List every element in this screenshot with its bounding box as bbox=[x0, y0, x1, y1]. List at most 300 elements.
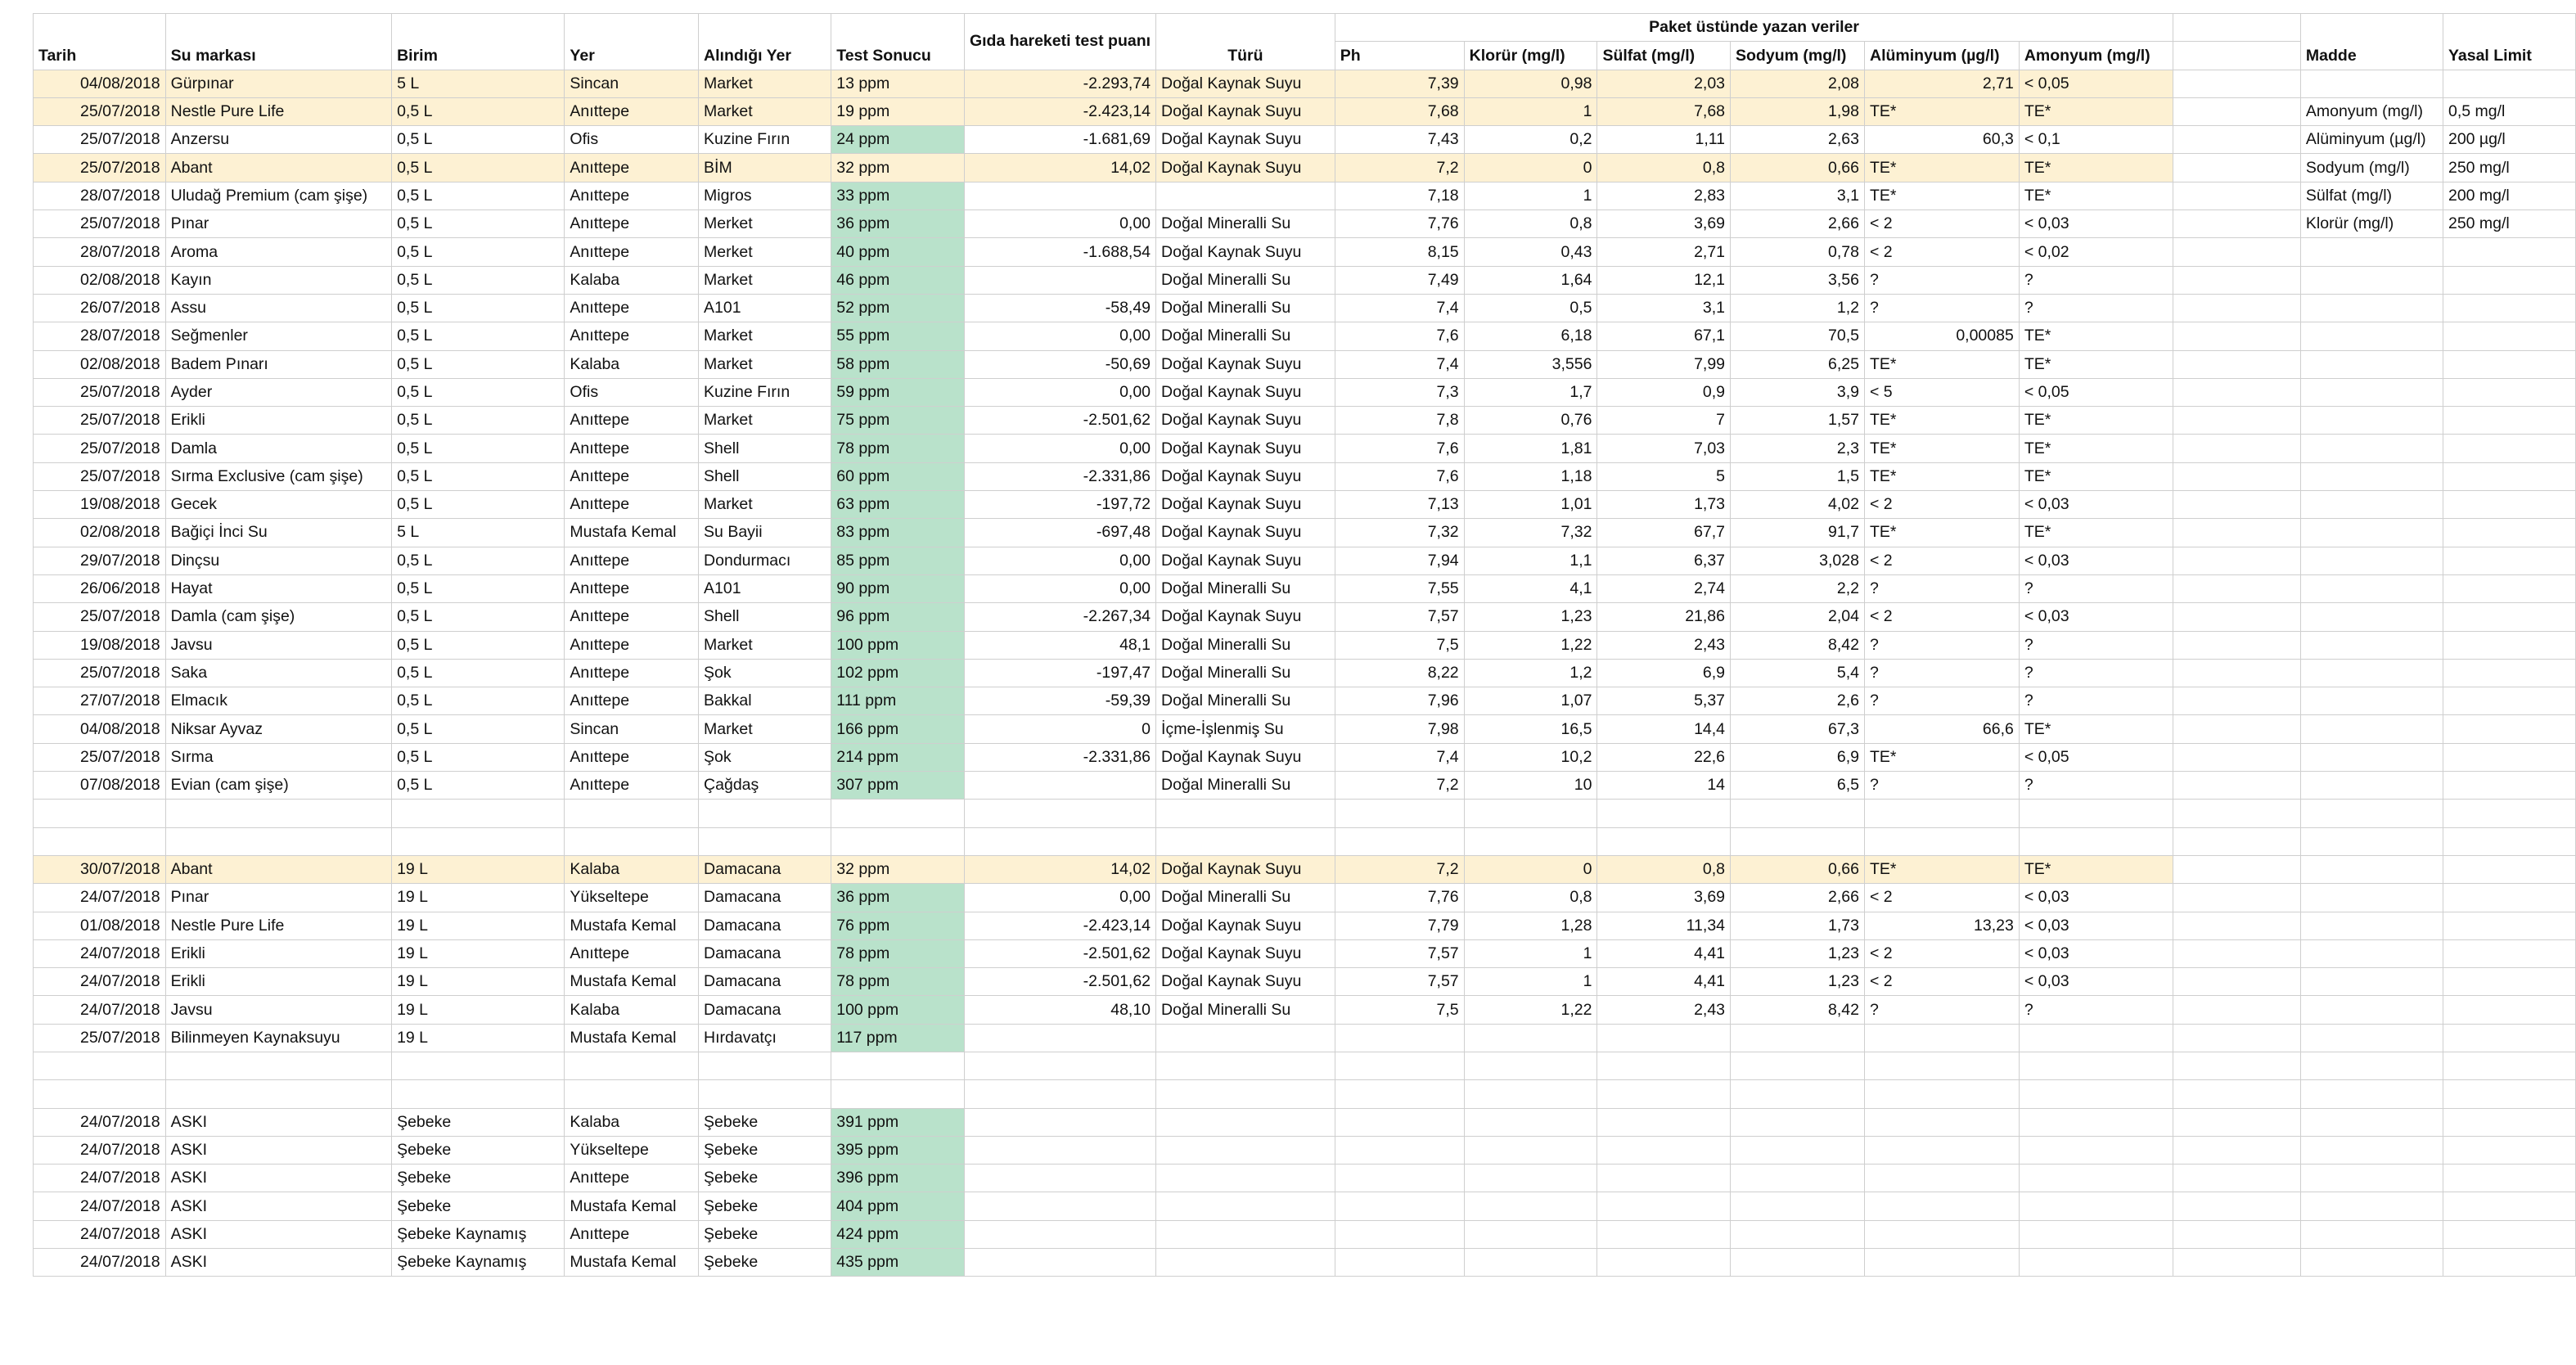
cell-sulfat[interactable]: 11,34 bbox=[1597, 912, 1731, 939]
cell-sulfat[interactable]: 7,68 bbox=[1597, 97, 1731, 125]
cell-tarih[interactable]: 24/07/2018 bbox=[34, 884, 166, 912]
cell-gida-hareketi[interactable] bbox=[964, 1052, 1155, 1079]
cell-madde[interactable] bbox=[2300, 294, 2443, 322]
cell-su-markasi[interactable]: ASKI bbox=[165, 1136, 391, 1164]
cell-sulfat[interactable] bbox=[1597, 800, 1731, 827]
cell-birim[interactable]: 0,5 L bbox=[392, 378, 565, 406]
cell-aluminyum[interactable]: < 2 bbox=[1864, 603, 2019, 631]
cell-amonyum[interactable]: ? bbox=[2019, 266, 2173, 294]
cell-madde[interactable] bbox=[2300, 1080, 2443, 1108]
cell-turu[interactable]: Doğal Kaynak Suyu bbox=[1156, 547, 1335, 574]
cell-yer[interactable]: Anıttepe bbox=[565, 435, 699, 462]
cell-yasal-limit[interactable] bbox=[2443, 1080, 2575, 1108]
cell-turu[interactable] bbox=[1156, 1108, 1335, 1136]
cell-tarih[interactable]: 25/07/2018 bbox=[34, 435, 166, 462]
cell-alindigi-yer[interactable]: Şebeke bbox=[699, 1192, 831, 1220]
cell-klorur[interactable]: 1,22 bbox=[1464, 631, 1597, 659]
cell-su-markasi[interactable]: Seğmenler bbox=[165, 322, 391, 350]
cell-alindigi-yer[interactable]: Bakkal bbox=[699, 687, 831, 715]
cell-sulfat[interactable]: 14 bbox=[1597, 772, 1731, 800]
cell-sodyum[interactable]: 1,23 bbox=[1731, 968, 1865, 996]
cell-aluminyum[interactable]: TE* bbox=[1864, 435, 2019, 462]
cell-sodyum[interactable]: 1,57 bbox=[1731, 407, 1865, 435]
cell-birim[interactable]: 0,5 L bbox=[392, 97, 565, 125]
cell-aluminyum[interactable]: 60,3 bbox=[1864, 126, 2019, 154]
cell-empty[interactable] bbox=[2173, 827, 2301, 855]
header-tarih[interactable]: Tarih bbox=[34, 14, 166, 70]
header-empty-1[interactable] bbox=[2173, 14, 2301, 42]
cell-ph[interactable]: 7,55 bbox=[1335, 574, 1464, 602]
cell-yer[interactable]: Anıttepe bbox=[565, 97, 699, 125]
cell-yasal-limit[interactable] bbox=[2443, 1220, 2575, 1248]
cell-empty[interactable] bbox=[2173, 659, 2301, 687]
cell-birim[interactable]: 0,5 L bbox=[392, 687, 565, 715]
cell-ph[interactable]: 7,57 bbox=[1335, 939, 1464, 967]
cell-su-markasi[interactable]: Hayat bbox=[165, 574, 391, 602]
cell-birim[interactable]: 19 L bbox=[392, 884, 565, 912]
cell-birim[interactable]: 0,5 L bbox=[392, 547, 565, 574]
cell-alindigi-yer[interactable] bbox=[699, 800, 831, 827]
cell-ph[interactable]: 7,6 bbox=[1335, 435, 1464, 462]
cell-test-sonucu[interactable]: 32 ppm bbox=[831, 855, 965, 883]
cell-sodyum[interactable]: 0,66 bbox=[1731, 154, 1865, 182]
cell-empty[interactable] bbox=[2173, 1052, 2301, 1079]
cell-sodyum[interactable]: 2,2 bbox=[1731, 574, 1865, 602]
cell-ph[interactable]: 7,32 bbox=[1335, 519, 1464, 547]
cell-yer[interactable]: Anıttepe bbox=[565, 772, 699, 800]
cell-yer[interactable]: Anıttepe bbox=[565, 631, 699, 659]
cell-yer[interactable]: Anıttepe bbox=[565, 659, 699, 687]
cell-sodyum[interactable]: 70,5 bbox=[1731, 322, 1865, 350]
cell-birim[interactable]: 0,5 L bbox=[392, 210, 565, 238]
cell-yer[interactable]: Anıttepe bbox=[565, 687, 699, 715]
cell-klorur[interactable]: 3,556 bbox=[1464, 350, 1597, 378]
cell-aluminyum[interactable]: TE* bbox=[1864, 519, 2019, 547]
cell-turu[interactable]: Doğal Kaynak Suyu bbox=[1156, 70, 1335, 97]
cell-empty[interactable] bbox=[2173, 574, 2301, 602]
cell-test-sonucu[interactable]: 100 ppm bbox=[831, 996, 965, 1024]
cell-sodyum[interactable] bbox=[1731, 1192, 1865, 1220]
cell-sodyum[interactable]: 1,23 bbox=[1731, 939, 1865, 967]
cell-klorur[interactable] bbox=[1464, 1192, 1597, 1220]
cell-klorur[interactable]: 0,8 bbox=[1464, 210, 1597, 238]
cell-birim[interactable] bbox=[392, 800, 565, 827]
cell-tarih[interactable]: 25/07/2018 bbox=[34, 659, 166, 687]
cell-madde[interactable] bbox=[2300, 1024, 2443, 1052]
cell-sodyum[interactable] bbox=[1731, 1080, 1865, 1108]
cell-yer[interactable]: Kalaba bbox=[565, 350, 699, 378]
cell-tarih[interactable]: 02/08/2018 bbox=[34, 266, 166, 294]
cell-klorur[interactable] bbox=[1464, 1220, 1597, 1248]
cell-sodyum[interactable]: 1,2 bbox=[1731, 294, 1865, 322]
cell-tarih[interactable] bbox=[34, 1080, 166, 1108]
cell-test-sonucu[interactable]: 395 ppm bbox=[831, 1136, 965, 1164]
cell-empty[interactable] bbox=[2173, 1220, 2301, 1248]
cell-sulfat[interactable] bbox=[1597, 1136, 1731, 1164]
cell-ph[interactable] bbox=[1335, 1136, 1464, 1164]
cell-klorur[interactable]: 10,2 bbox=[1464, 743, 1597, 771]
cell-sodyum[interactable] bbox=[1731, 1249, 1865, 1277]
cell-birim[interactable]: 0,5 L bbox=[392, 659, 565, 687]
cell-sodyum[interactable]: 67,3 bbox=[1731, 715, 1865, 743]
cell-sodyum[interactable]: 8,42 bbox=[1731, 631, 1865, 659]
header-yasal-limit[interactable]: Yasal Limit bbox=[2443, 14, 2575, 70]
cell-madde[interactable] bbox=[2300, 968, 2443, 996]
cell-ph[interactable]: 7,6 bbox=[1335, 322, 1464, 350]
cell-aluminyum[interactable]: ? bbox=[1864, 266, 2019, 294]
cell-ph[interactable]: 7,2 bbox=[1335, 855, 1464, 883]
cell-sulfat[interactable]: 5 bbox=[1597, 462, 1731, 490]
cell-madde[interactable] bbox=[2300, 1220, 2443, 1248]
cell-aluminyum[interactable]: TE* bbox=[1864, 350, 2019, 378]
cell-klorur[interactable] bbox=[1464, 800, 1597, 827]
cell-turu[interactable] bbox=[1156, 827, 1335, 855]
cell-tarih[interactable]: 24/07/2018 bbox=[34, 1165, 166, 1192]
cell-ph[interactable] bbox=[1335, 1080, 1464, 1108]
cell-yer[interactable]: Anıttepe bbox=[565, 491, 699, 519]
cell-ph[interactable]: 7,8 bbox=[1335, 407, 1464, 435]
cell-sulfat[interactable] bbox=[1597, 827, 1731, 855]
cell-madde[interactable] bbox=[2300, 996, 2443, 1024]
cell-madde[interactable] bbox=[2300, 827, 2443, 855]
cell-sulfat[interactable]: 7,99 bbox=[1597, 350, 1731, 378]
cell-turu[interactable]: Doğal Mineralli Su bbox=[1156, 210, 1335, 238]
cell-su-markasi[interactable]: ASKI bbox=[165, 1192, 391, 1220]
cell-turu[interactable] bbox=[1156, 1249, 1335, 1277]
cell-sodyum[interactable] bbox=[1731, 827, 1865, 855]
cell-amonyum[interactable]: < 0,03 bbox=[2019, 884, 2173, 912]
cell-birim[interactable]: 5 L bbox=[392, 519, 565, 547]
cell-test-sonucu[interactable]: 33 ppm bbox=[831, 182, 965, 209]
header-amonyum[interactable]: Amonyum (mg/l) bbox=[2019, 42, 2173, 70]
cell-su-markasi[interactable]: ASKI bbox=[165, 1165, 391, 1192]
cell-yer[interactable]: Kalaba bbox=[565, 855, 699, 883]
cell-klorur[interactable] bbox=[1464, 1136, 1597, 1164]
cell-alindigi-yer[interactable]: Şebeke bbox=[699, 1220, 831, 1248]
cell-gida-hareketi[interactable]: -697,48 bbox=[964, 519, 1155, 547]
cell-yasal-limit[interactable] bbox=[2443, 631, 2575, 659]
cell-sulfat[interactable]: 2,74 bbox=[1597, 574, 1731, 602]
cell-tarih[interactable]: 25/07/2018 bbox=[34, 743, 166, 771]
cell-su-markasi[interactable]: Gürpınar bbox=[165, 70, 391, 97]
cell-turu[interactable]: Doğal Mineralli Su bbox=[1156, 659, 1335, 687]
cell-madde[interactable] bbox=[2300, 238, 2443, 266]
cell-alindigi-yer[interactable]: Kuzine Fırın bbox=[699, 126, 831, 154]
cell-su-markasi[interactable]: Dinçsu bbox=[165, 547, 391, 574]
cell-klorur[interactable] bbox=[1464, 1024, 1597, 1052]
cell-aluminyum[interactable] bbox=[1864, 1024, 2019, 1052]
cell-madde[interactable]: Amonyum (mg/l) bbox=[2300, 97, 2443, 125]
cell-tarih[interactable]: 28/07/2018 bbox=[34, 238, 166, 266]
cell-alindigi-yer[interactable]: Damacana bbox=[699, 939, 831, 967]
cell-sulfat[interactable]: 2,43 bbox=[1597, 996, 1731, 1024]
cell-sulfat[interactable]: 3,1 bbox=[1597, 294, 1731, 322]
cell-tarih[interactable]: 01/08/2018 bbox=[34, 912, 166, 939]
cell-madde[interactable] bbox=[2300, 687, 2443, 715]
cell-aluminyum[interactable]: < 2 bbox=[1864, 939, 2019, 967]
cell-aluminyum[interactable]: < 5 bbox=[1864, 378, 2019, 406]
cell-test-sonucu[interactable]: 24 ppm bbox=[831, 126, 965, 154]
cell-amonyum[interactable]: TE* bbox=[2019, 519, 2173, 547]
cell-madde[interactable] bbox=[2300, 435, 2443, 462]
cell-sodyum[interactable] bbox=[1731, 1052, 1865, 1079]
cell-alindigi-yer[interactable]: Market bbox=[699, 70, 831, 97]
cell-klorur[interactable]: 1 bbox=[1464, 968, 1597, 996]
cell-yer[interactable]: Anıttepe bbox=[565, 294, 699, 322]
cell-klorur[interactable]: 1,64 bbox=[1464, 266, 1597, 294]
cell-aluminyum[interactable]: TE* bbox=[1864, 407, 2019, 435]
cell-amonyum[interactable]: TE* bbox=[2019, 855, 2173, 883]
cell-madde[interactable] bbox=[2300, 266, 2443, 294]
cell-su-markasi[interactable]: Kayın bbox=[165, 266, 391, 294]
cell-turu[interactable] bbox=[1156, 1220, 1335, 1248]
cell-turu[interactable] bbox=[1156, 182, 1335, 209]
cell-alindigi-yer[interactable]: Kuzine Fırın bbox=[699, 378, 831, 406]
cell-ph[interactable]: 7,49 bbox=[1335, 266, 1464, 294]
cell-yasal-limit[interactable] bbox=[2443, 968, 2575, 996]
cell-alindigi-yer[interactable]: Market bbox=[699, 322, 831, 350]
cell-ph[interactable]: 8,15 bbox=[1335, 238, 1464, 266]
cell-madde[interactable] bbox=[2300, 407, 2443, 435]
cell-klorur[interactable] bbox=[1464, 1080, 1597, 1108]
cell-madde[interactable] bbox=[2300, 1165, 2443, 1192]
cell-klorur[interactable]: 0,43 bbox=[1464, 238, 1597, 266]
cell-sulfat[interactable]: 0,8 bbox=[1597, 154, 1731, 182]
cell-amonyum[interactable]: ? bbox=[2019, 574, 2173, 602]
cell-madde[interactable] bbox=[2300, 884, 2443, 912]
cell-amonyum[interactable] bbox=[2019, 1052, 2173, 1079]
cell-sodyum[interactable]: 3,028 bbox=[1731, 547, 1865, 574]
cell-sodyum[interactable]: 4,02 bbox=[1731, 491, 1865, 519]
cell-birim[interactable]: Şebeke Kaynamış bbox=[392, 1249, 565, 1277]
cell-tarih[interactable]: 27/07/2018 bbox=[34, 687, 166, 715]
cell-test-sonucu[interactable]: 55 ppm bbox=[831, 322, 965, 350]
cell-empty[interactable] bbox=[2173, 70, 2301, 97]
cell-tarih[interactable]: 04/08/2018 bbox=[34, 70, 166, 97]
cell-su-markasi[interactable]: Sırma bbox=[165, 743, 391, 771]
cell-sodyum[interactable]: 2,3 bbox=[1731, 435, 1865, 462]
cell-turu[interactable] bbox=[1156, 1136, 1335, 1164]
cell-gida-hareketi[interactable]: -50,69 bbox=[964, 350, 1155, 378]
cell-yasal-limit[interactable] bbox=[2443, 574, 2575, 602]
cell-birim[interactable]: Şebeke bbox=[392, 1165, 565, 1192]
cell-turu[interactable]: Doğal Mineralli Su bbox=[1156, 772, 1335, 800]
cell-alindigi-yer[interactable]: Shell bbox=[699, 435, 831, 462]
cell-alindigi-yer[interactable]: Market bbox=[699, 491, 831, 519]
cell-madde[interactable] bbox=[2300, 1108, 2443, 1136]
cell-yer[interactable]: Yükseltepe bbox=[565, 884, 699, 912]
cell-amonyum[interactable]: ? bbox=[2019, 659, 2173, 687]
cell-alindigi-yer[interactable]: Shell bbox=[699, 603, 831, 631]
cell-aluminyum[interactable]: ? bbox=[1864, 574, 2019, 602]
cell-ph[interactable]: 7,43 bbox=[1335, 126, 1464, 154]
cell-gida-hareketi[interactable]: 14,02 bbox=[964, 855, 1155, 883]
cell-madde[interactable] bbox=[2300, 772, 2443, 800]
cell-ph[interactable]: 8,22 bbox=[1335, 659, 1464, 687]
cell-ph[interactable] bbox=[1335, 1220, 1464, 1248]
cell-sulfat[interactable]: 0,8 bbox=[1597, 855, 1731, 883]
cell-tarih[interactable]: 25/07/2018 bbox=[34, 97, 166, 125]
cell-su-markasi[interactable]: Sırma Exclusive (cam şişe) bbox=[165, 462, 391, 490]
cell-turu[interactable]: Doğal Mineralli Su bbox=[1156, 884, 1335, 912]
cell-gida-hareketi[interactable]: -58,49 bbox=[964, 294, 1155, 322]
cell-turu[interactable]: Doğal Mineralli Su bbox=[1156, 294, 1335, 322]
cell-test-sonucu[interactable]: 117 ppm bbox=[831, 1024, 965, 1052]
cell-su-markasi[interactable]: Erikli bbox=[165, 968, 391, 996]
cell-birim[interactable]: 19 L bbox=[392, 939, 565, 967]
cell-birim[interactable]: 0,5 L bbox=[392, 743, 565, 771]
cell-klorur[interactable]: 0,76 bbox=[1464, 407, 1597, 435]
cell-alindigi-yer[interactable] bbox=[699, 1080, 831, 1108]
cell-madde[interactable] bbox=[2300, 659, 2443, 687]
cell-test-sonucu[interactable]: 96 ppm bbox=[831, 603, 965, 631]
cell-birim[interactable]: 0,5 L bbox=[392, 126, 565, 154]
cell-aluminyum[interactable] bbox=[1864, 827, 2019, 855]
cell-sulfat[interactable]: 12,1 bbox=[1597, 266, 1731, 294]
cell-ph[interactable] bbox=[1335, 1052, 1464, 1079]
cell-klorur[interactable]: 1,1 bbox=[1464, 547, 1597, 574]
cell-ph[interactable]: 7,39 bbox=[1335, 70, 1464, 97]
cell-amonyum[interactable]: < 0,03 bbox=[2019, 912, 2173, 939]
cell-klorur[interactable]: 0 bbox=[1464, 855, 1597, 883]
cell-tarih[interactable]: 24/07/2018 bbox=[34, 1192, 166, 1220]
cell-turu[interactable] bbox=[1156, 1165, 1335, 1192]
cell-gida-hareketi[interactable]: -1.688,54 bbox=[964, 238, 1155, 266]
cell-test-sonucu[interactable]: 59 ppm bbox=[831, 378, 965, 406]
cell-su-markasi[interactable]: Bağiçi İnci Su bbox=[165, 519, 391, 547]
cell-ph[interactable]: 7,4 bbox=[1335, 294, 1464, 322]
cell-sulfat[interactable]: 7,03 bbox=[1597, 435, 1731, 462]
cell-sulfat[interactable]: 6,9 bbox=[1597, 659, 1731, 687]
cell-alindigi-yer[interactable]: Şok bbox=[699, 743, 831, 771]
cell-ph[interactable] bbox=[1335, 1249, 1464, 1277]
cell-madde[interactable]: Alüminyum (µg/l) bbox=[2300, 126, 2443, 154]
cell-sodyum[interactable]: 2,63 bbox=[1731, 126, 1865, 154]
header-su-markasi[interactable]: Su markası bbox=[165, 14, 391, 70]
cell-alindigi-yer[interactable] bbox=[699, 1052, 831, 1079]
cell-klorur[interactable]: 0 bbox=[1464, 154, 1597, 182]
header-birim[interactable]: Birim bbox=[392, 14, 565, 70]
cell-amonyum[interactable]: TE* bbox=[2019, 462, 2173, 490]
cell-birim[interactable]: 0,5 L bbox=[392, 322, 565, 350]
cell-aluminyum[interactable] bbox=[1864, 1192, 2019, 1220]
cell-empty[interactable] bbox=[2173, 182, 2301, 209]
cell-turu[interactable]: Doğal Mineralli Su bbox=[1156, 996, 1335, 1024]
cell-turu[interactable]: Doğal Kaynak Suyu bbox=[1156, 238, 1335, 266]
cell-amonyum[interactable]: ? bbox=[2019, 294, 2173, 322]
cell-ph[interactable]: 7,5 bbox=[1335, 631, 1464, 659]
cell-yasal-limit[interactable] bbox=[2443, 407, 2575, 435]
cell-test-sonucu[interactable]: 36 ppm bbox=[831, 210, 965, 238]
cell-sodyum[interactable]: 0,66 bbox=[1731, 855, 1865, 883]
cell-su-markasi[interactable]: ASKI bbox=[165, 1249, 391, 1277]
cell-sulfat[interactable]: 67,7 bbox=[1597, 519, 1731, 547]
header-madde[interactable]: Madde bbox=[2300, 14, 2443, 70]
header-sodyum[interactable]: Sodyum (mg/l) bbox=[1731, 42, 1865, 70]
cell-su-markasi[interactable]: Abant bbox=[165, 855, 391, 883]
cell-tarih[interactable]: 25/07/2018 bbox=[34, 1024, 166, 1052]
cell-klorur[interactable]: 4,1 bbox=[1464, 574, 1597, 602]
cell-sulfat[interactable] bbox=[1597, 1165, 1731, 1192]
cell-gida-hareketi[interactable]: -197,47 bbox=[964, 659, 1155, 687]
cell-empty[interactable] bbox=[2173, 1165, 2301, 1192]
cell-turu[interactable]: Doğal Kaynak Suyu bbox=[1156, 462, 1335, 490]
cell-su-markasi[interactable]: Niksar Ayvaz bbox=[165, 715, 391, 743]
cell-gida-hareketi[interactable]: 48,10 bbox=[964, 996, 1155, 1024]
cell-test-sonucu[interactable]: 58 ppm bbox=[831, 350, 965, 378]
cell-turu[interactable]: Doğal Kaynak Suyu bbox=[1156, 743, 1335, 771]
cell-gida-hareketi[interactable] bbox=[964, 1249, 1155, 1277]
cell-alindigi-yer[interactable]: Market bbox=[699, 631, 831, 659]
cell-empty[interactable] bbox=[2173, 1136, 2301, 1164]
cell-klorur[interactable]: 0,8 bbox=[1464, 884, 1597, 912]
cell-empty[interactable] bbox=[2173, 1024, 2301, 1052]
cell-su-markasi[interactable]: Bilinmeyen Kaynaksuyu bbox=[165, 1024, 391, 1052]
cell-amonyum[interactable]: < 0,1 bbox=[2019, 126, 2173, 154]
cell-test-sonucu[interactable]: 76 ppm bbox=[831, 912, 965, 939]
cell-alindigi-yer[interactable]: Market bbox=[699, 97, 831, 125]
cell-ph[interactable]: 7,2 bbox=[1335, 154, 1464, 182]
cell-yasal-limit[interactable] bbox=[2443, 772, 2575, 800]
cell-birim[interactable]: 19 L bbox=[392, 912, 565, 939]
cell-yer[interactable]: Anıttepe bbox=[565, 939, 699, 967]
cell-madde[interactable] bbox=[2300, 462, 2443, 490]
cell-turu[interactable]: Doğal Kaynak Suyu bbox=[1156, 97, 1335, 125]
cell-ph[interactable] bbox=[1335, 1165, 1464, 1192]
cell-su-markasi[interactable]: Ayder bbox=[165, 378, 391, 406]
cell-yer[interactable] bbox=[565, 1080, 699, 1108]
cell-test-sonucu[interactable]: 78 ppm bbox=[831, 435, 965, 462]
cell-tarih[interactable]: 26/07/2018 bbox=[34, 294, 166, 322]
cell-sodyum[interactable]: 6,25 bbox=[1731, 350, 1865, 378]
cell-aluminyum[interactable]: 13,23 bbox=[1864, 912, 2019, 939]
cell-empty[interactable] bbox=[2173, 378, 2301, 406]
cell-alindigi-yer[interactable]: Damacana bbox=[699, 855, 831, 883]
cell-amonyum[interactable]: < 0,05 bbox=[2019, 743, 2173, 771]
cell-yer[interactable]: Yükseltepe bbox=[565, 1136, 699, 1164]
cell-turu[interactable]: Doğal Kaynak Suyu bbox=[1156, 491, 1335, 519]
cell-amonyum[interactable]: ? bbox=[2019, 631, 2173, 659]
cell-yer[interactable]: Anıttepe bbox=[565, 574, 699, 602]
cell-klorur[interactable]: 16,5 bbox=[1464, 715, 1597, 743]
cell-sulfat[interactable]: 3,69 bbox=[1597, 210, 1731, 238]
cell-alindigi-yer[interactable]: BİM bbox=[699, 154, 831, 182]
cell-yer[interactable] bbox=[565, 1052, 699, 1079]
cell-turu[interactable]: İçme-İşlenmiş Su bbox=[1156, 715, 1335, 743]
cell-ph[interactable]: 7,4 bbox=[1335, 743, 1464, 771]
cell-madde[interactable] bbox=[2300, 1192, 2443, 1220]
cell-yer[interactable]: Mustafa Kemal bbox=[565, 1249, 699, 1277]
cell-turu[interactable]: Doğal Kaynak Suyu bbox=[1156, 378, 1335, 406]
cell-test-sonucu[interactable]: 102 ppm bbox=[831, 659, 965, 687]
cell-turu[interactable]: Doğal Mineralli Su bbox=[1156, 574, 1335, 602]
header-klorur[interactable]: Klorür (mg/l) bbox=[1464, 42, 1597, 70]
cell-birim[interactable]: 19 L bbox=[392, 968, 565, 996]
cell-tarih[interactable]: 25/07/2018 bbox=[34, 603, 166, 631]
cell-ph[interactable]: 7,2 bbox=[1335, 772, 1464, 800]
cell-test-sonucu[interactable]: 424 ppm bbox=[831, 1220, 965, 1248]
cell-sodyum[interactable]: 3,9 bbox=[1731, 378, 1865, 406]
cell-madde[interactable] bbox=[2300, 70, 2443, 97]
cell-amonyum[interactable]: ? bbox=[2019, 772, 2173, 800]
cell-amonyum[interactable] bbox=[2019, 1080, 2173, 1108]
cell-yasal-limit[interactable] bbox=[2443, 659, 2575, 687]
cell-sulfat[interactable]: 22,6 bbox=[1597, 743, 1731, 771]
cell-sulfat[interactable]: 2,03 bbox=[1597, 70, 1731, 97]
cell-yasal-limit[interactable] bbox=[2443, 884, 2575, 912]
cell-empty[interactable] bbox=[2173, 350, 2301, 378]
cell-amonyum[interactable] bbox=[2019, 827, 2173, 855]
